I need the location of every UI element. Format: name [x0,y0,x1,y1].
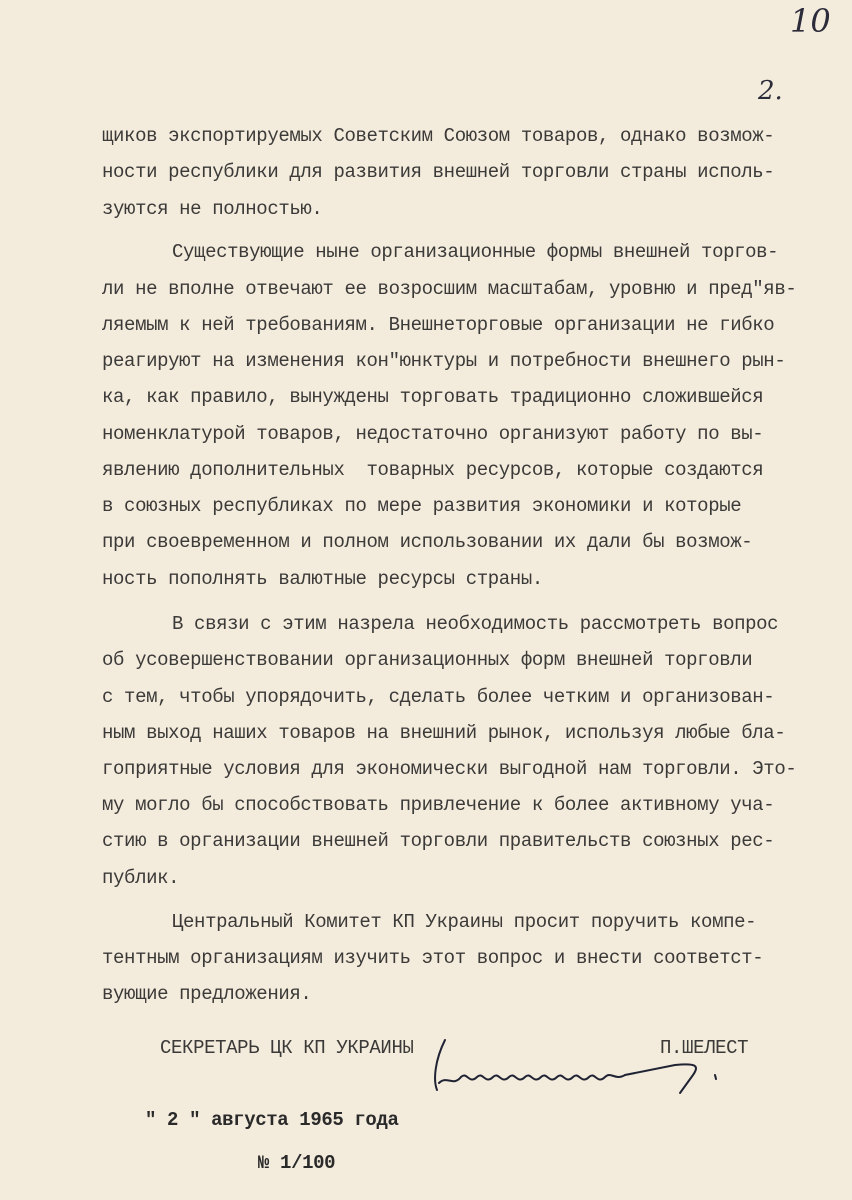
text-line: му могло бы способствовать привлечение к более активному уча- [102,794,775,816]
archive-page-number: 10 [790,2,831,40]
document-page-number: 2. [758,76,783,106]
text-line: номенклатурой товаров, недостаточно организуют работу по вы- [102,423,764,445]
text-line: ка, как правило, вынуждены торговать традиционно сложившейся [102,386,764,408]
document-date: " 2 " августа 1965 года [145,1109,399,1131]
handwritten-signature [425,1035,745,1095]
text-line: В связи с этим назрела необходимость рассмотреть вопрос [172,613,779,635]
text-line: об усовершенствовании организационных форм внешней торговли [102,649,753,671]
text-line: с тем, чтобы упорядочить, сделать более четким и организован- [102,686,775,708]
signatory-title: СЕКРЕТАРЬ ЦК КП УКРАИНЫ [160,1037,414,1059]
text-line: ности республики для развития внешней торговли страны исполь- [102,161,775,183]
text-line: в союзных республиках по мере развития экономики и которые [102,495,742,517]
text-line: вующие предложения. [102,983,312,1005]
text-line: ным выход наших товаров на внешний рынок, используя любые бла- [102,722,786,744]
text-line: зуются не полностью. [102,198,323,220]
text-line: при своевременном и полном использовании их дали бы возмож- [102,531,753,553]
signatory-name: П.ШЕЛЕСТ [660,1037,749,1059]
text-line: Центральный Комитет КП Украины просит поручить компе- [172,911,757,933]
text-line: щиков экспортируемых Советским Союзом товаров, однако возмож- [102,125,775,147]
text-line: ляемым к ней требованиям. Внешнеторговые организации не гибко [102,314,775,336]
text-line: тентным организациям изучить этот вопрос и внести соответст- [102,947,764,969]
text-line: ность пополнять валютные ресурсы страны. [102,568,543,590]
text-line: гоприятные условия для экономически выгодной нам торговли. Это- [102,758,797,780]
text-line: реагируют на изменения кон"юнктуры и потребности внешнего рын- [102,350,786,372]
text-line: публик. [102,867,180,889]
text-line: ли не вполне отвечают ее возросшим масштабам, уровню и пред"яв- [102,278,797,300]
text-line: стию в организации внешней торговли правительств союзных рес- [102,830,775,852]
text-line: Существующие ныне организационные формы внешней торгов- [172,241,779,263]
document-number: № 1/100 [258,1152,336,1174]
text-line: явлению дополнительных товарных ресурсов, которые создаются [102,459,764,481]
